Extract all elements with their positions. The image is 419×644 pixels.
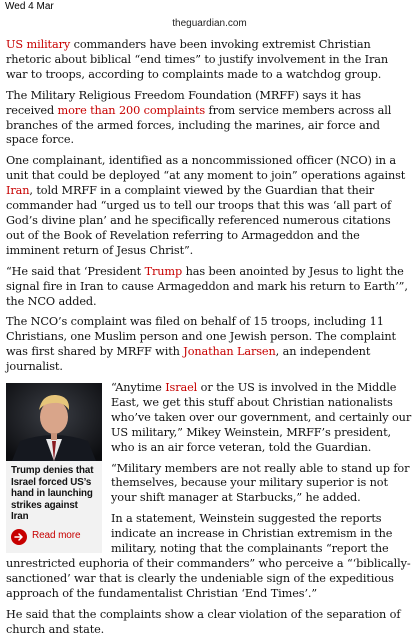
browser-address-bar[interactable] xyxy=(0,15,419,35)
link-complaints[interactable]: more than 200 complaints xyxy=(57,103,206,117)
paragraph-6: “Anytime Israel or the US is involved in the Middle East, we get this stuff about Christian nationalists who’ve taken over our government, and certainly our US military,” Mikey Weinstein, MRFF’s president, who is an air force veteran, told the Guardian. xyxy=(111,381,412,454)
related-article-card[interactable] xyxy=(6,383,102,553)
paragraph-1: US military commanders have been invoking extremist Christian rhetoric about biblical “end times” to justify involvement in the Iran war to troops, according to complaints made to a watchdog group. xyxy=(6,38,389,81)
related-article-photo xyxy=(6,383,102,461)
paragraph-7: “Military members are not really able to stand up for themselves, because your military superior is not your shift manager at Starbucks,” he added. xyxy=(111,461,410,505)
read-more-label: Read more xyxy=(32,530,81,542)
link-jonathan-larsen[interactable]: Jonathan Larsen xyxy=(183,345,276,359)
related-article-headline[interactable]: Trump denies that Israel forced US’s hand in launching strikes against Iran xyxy=(11,465,94,523)
paragraph-3: One complainant, identified as a noncommissioned officer (NCO) in a unit that could be deployed “at any moment to join” operations against Iran, told MRFF in a complaint viewed by the Guardian that their commander had “urged us to tell our troops that this was ‘all part of God’s divine plan’ and he specifically referenced numerous citations out of the Book of Revelation referring to Armageddon and the imminent return of Jesus Christ”. xyxy=(6,154,406,257)
link-iran[interactable]: Iran xyxy=(6,184,30,198)
paragraph-9: He said that the complaints show a clear violation of the separation of church and state. xyxy=(6,607,401,636)
paragraph-2: The Military Religious Freedom Foundation (MRFF) says it has received more than 200 complaints from service members across all branches of the armed forces, including the marines, air force and space force. xyxy=(6,88,392,147)
url-domain[interactable]: theguardian.com xyxy=(172,18,247,29)
link-us-military[interactable]: US military xyxy=(6,38,71,51)
link-israel[interactable]: Israel xyxy=(165,381,198,395)
paragraph-5: The NCO’s complaint was filed on behalf of 15 troops, including 11 Christians, one Muslim person and one Jewish person. The complaint was first shared by MRFF with Jonathan Larsen, an independent journalist. xyxy=(6,315,396,374)
paragraph-8: In a statement, Weinstein suggested the reports indicate an increase in Christian extremism in the military, noting that the complainants “report the unrestricted euphoria of their commanders” who perceive a “‘biblically-sanctioned’ war that is clearly the undeniable sign of the expeditious approach of the fundamentalist Christian ‘End Times’.” xyxy=(6,512,411,600)
arrow-right-circle-icon xyxy=(11,529,27,545)
read-more-link[interactable] xyxy=(6,529,102,553)
paragraph-4: “He said that ‘President Trump has been anointed by Jesus to light the signal fire in Iran to cause Armageddon and mark his return to Earth’”, the NCO added. xyxy=(6,264,408,308)
status-time: Wed 4 Mar xyxy=(5,1,54,12)
link-trump[interactable]: Trump xyxy=(144,264,183,278)
article-body xyxy=(6,38,412,644)
status-bar xyxy=(0,0,419,14)
